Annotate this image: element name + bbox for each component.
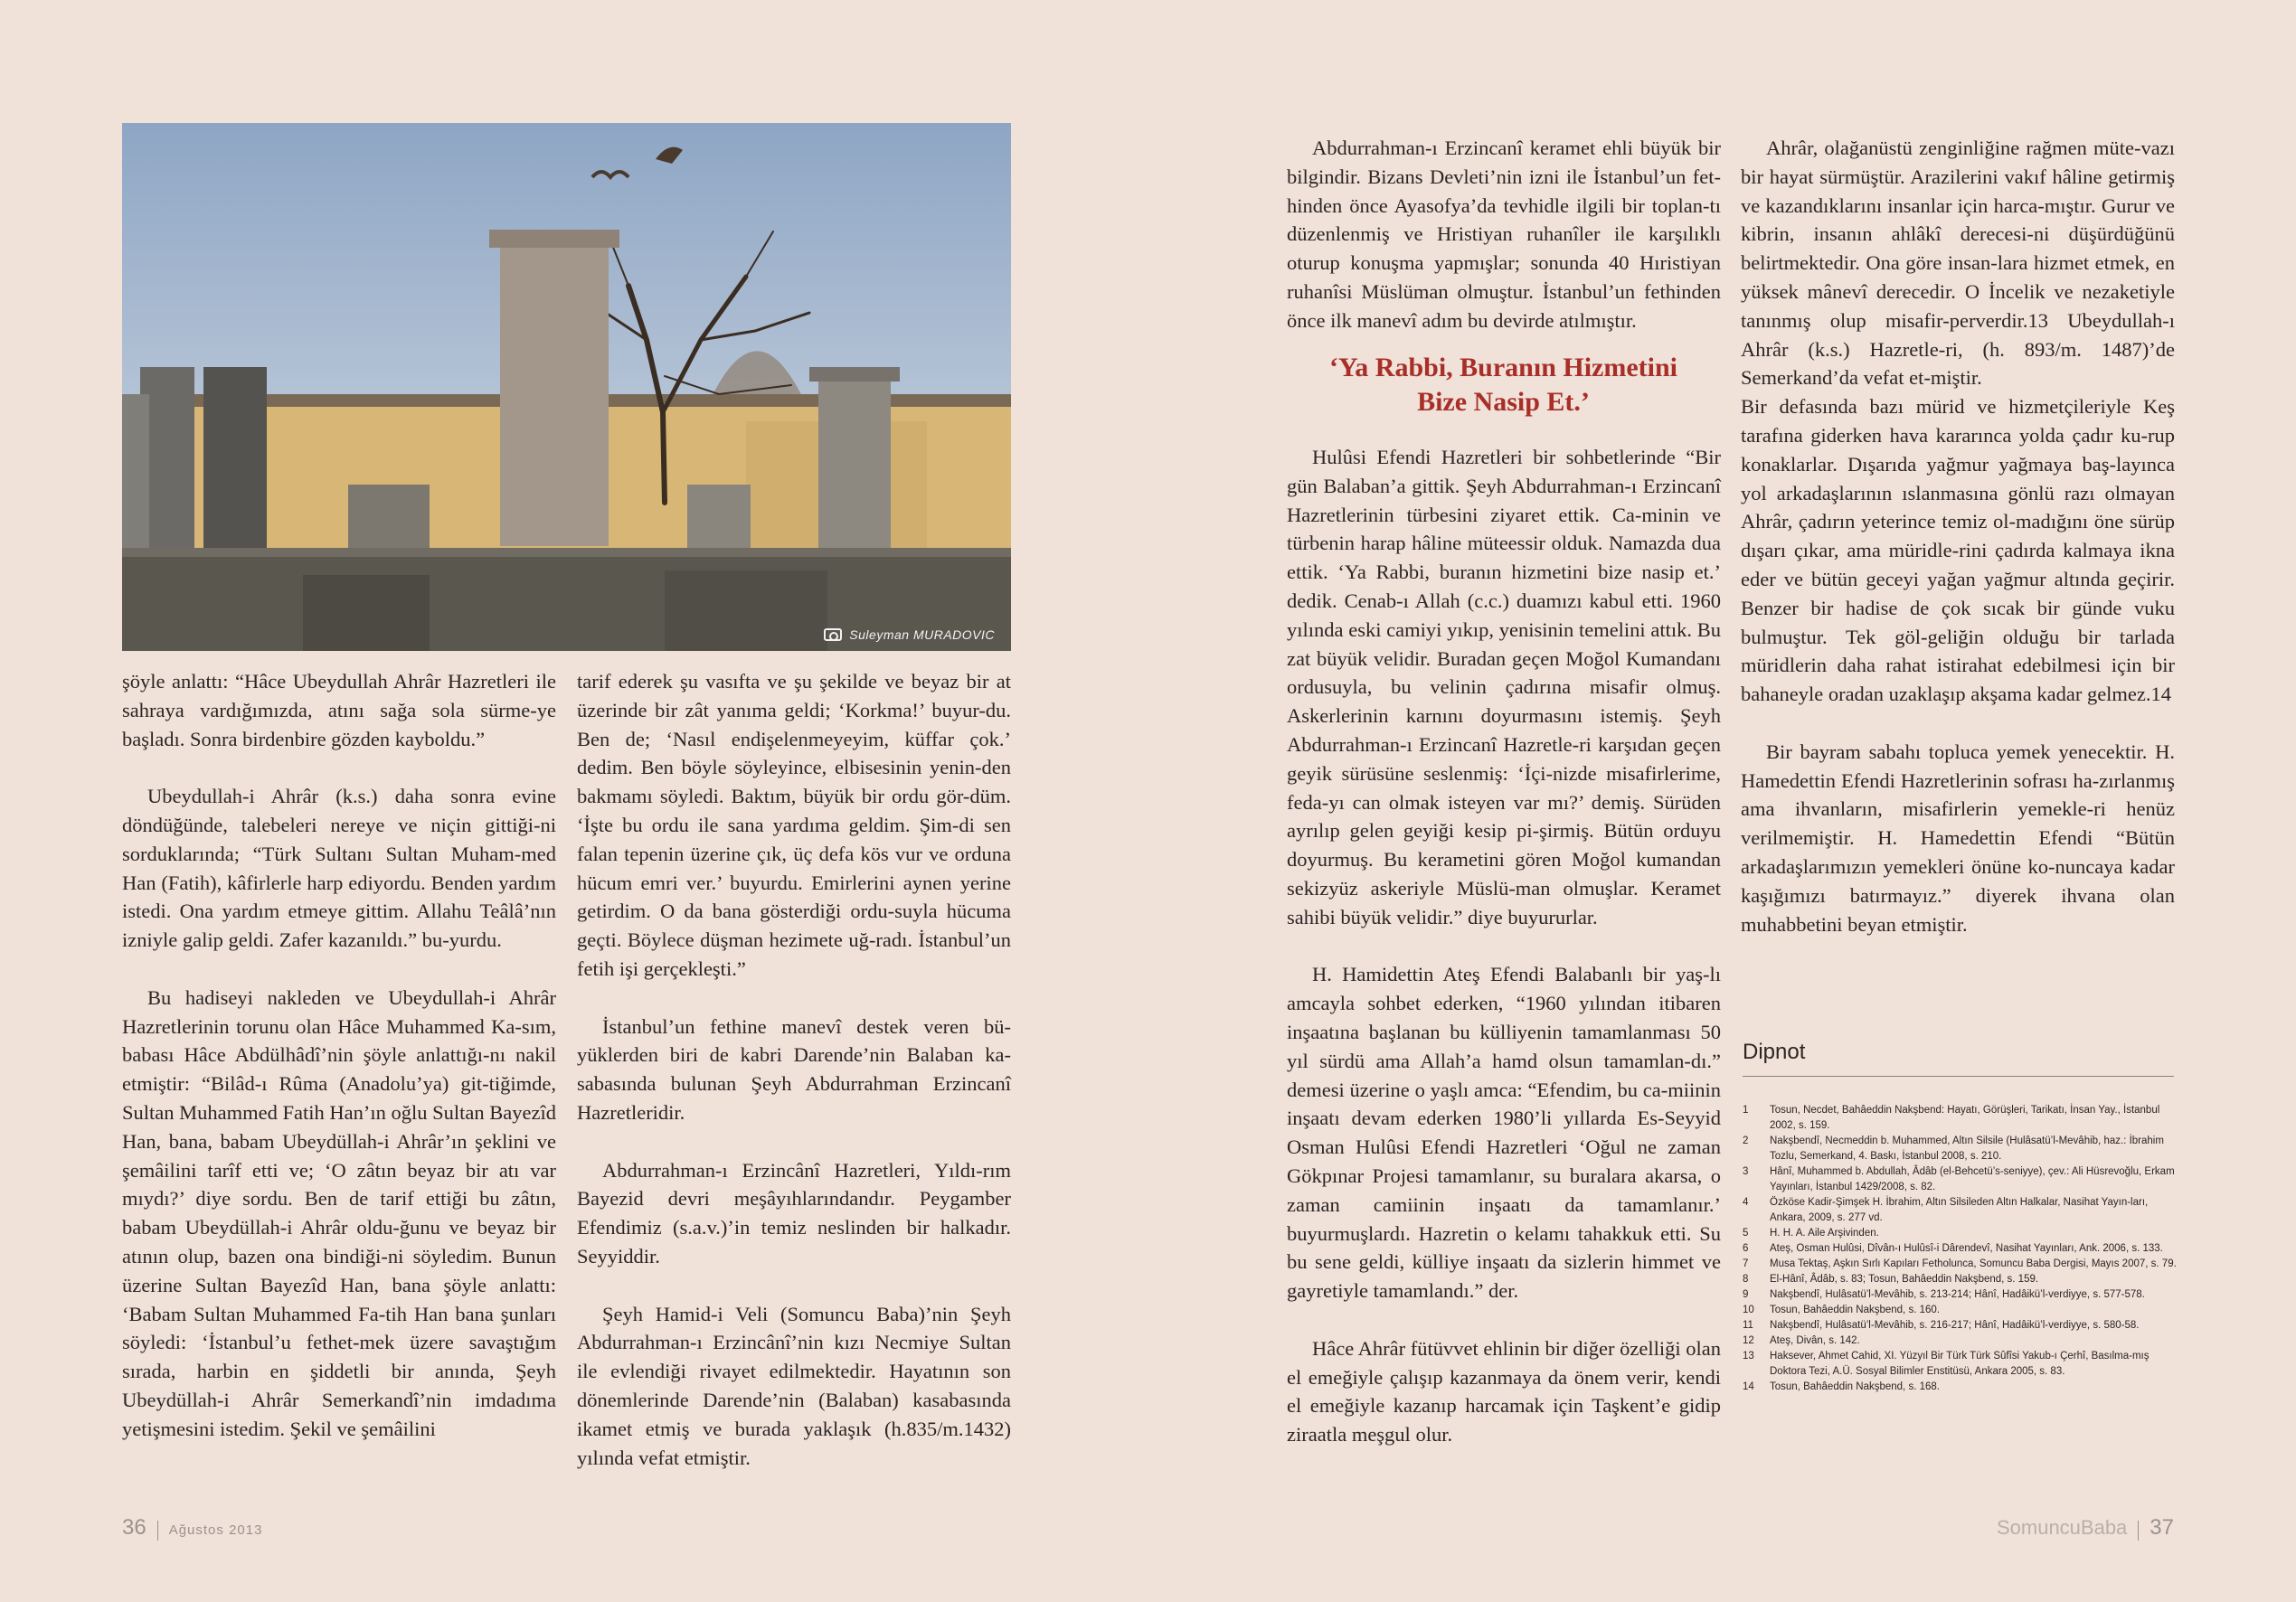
footnotes-title: Dipnot [1743, 1040, 1806, 1064]
footnotes-divider [1743, 1076, 2174, 1077]
paragraph: Abdurrahman-ı Erzincânî Hazretleri, Yıldı-rım Bayezid devri meşâyıhlarındandır. Peygamber Efendimiz (s.a.v.)’in temiz neslinden bir halkadır. Seyyiddir. [577, 1158, 1011, 1267]
paragraph: İstanbul’un fethine manevî destek veren bü-yüklerden biri de kabri Darende’nin Balaban ka-sabasında bulunan Şeyh Abdurrahman Erzincanî Hazretleridir. [577, 1014, 1011, 1124]
paragraph: Şeyh Hamid-i Veli (Somuncu Baba)’nin Şeyh Abdurrahman-ı Erzincânî’nin kızı Necmiye Sultan ile evlendiği rivayet edilmektedir. Hayatının son dönemlerinde Darende’nin (Balaban) kasabasında ikamet etmiş ve burada yaklaşık (h.835/m.1432) yılında vefat etmiştir. [577, 1302, 1011, 1469]
paragraph: şöyle anlattı: “Hâce Ubeydullah Ahrâr Hazretleri ile sahraya vardığımızda, atını sağa sola sürme-ye başladı. Sonra birdenbire gözden kayboldu.” [122, 670, 556, 750]
footer-divider [2138, 1521, 2139, 1541]
footnotes-list [1743, 1103, 2177, 1395]
footnote: 3 Hânî, Muhammed b. Abdullah, Âdâb (el-Behcetü’s-seniyye), çev.: Ali Hüsrevoğlu, Erkam Yayınları, İstanbul 1429/2008, s. 82. [1743, 1166, 2175, 1192]
cemetery-photo [122, 123, 1011, 651]
right-footer [1997, 1515, 2174, 1541]
footnote: 1 Tosun, Necdet, Bahâeddin Nakşbend: Hayatı, Görüşleri, Tarikatı, İnsan Yay., İstanbul 2002, s. 159. [1743, 1105, 2160, 1131]
paragraph: tarif ederek şu vasıfta ve şu şekilde ve beyaz bir at üzerinde bir zât yanıma geldi; ‘Korkma!’ buyur-du. Ben de; ‘Nasıl endişelenmeyeyim, küffar çok.’ dedim. Ben böyle söyleyince, elbisesinin yenin-den bakmamı söyledi. Baktım, büyük bir ordu gör-düm. ‘İşte bu ordu ile sana yardıma geldim. Şim-di sen falan tepenin üzerine çık, üç defa kös vur ve orduna hücum emri ver.’ buyurdu. Emirlerini aynen yerine getirdim. O da bana gösterdiği ordu-suyla hücuma geçti. Böylece düşman hezimete uğ-radı. İstanbul’un fetih işi gerçekleşti.” [577, 670, 1011, 980]
left-footer [122, 1515, 262, 1541]
footnote: 7 Musa Tektaş, Aşkın Sırlı Kapıları Fetholunca, Somuncu Baba Dergisi, Mayıs 2007, s. 79. [1743, 1258, 2177, 1269]
paragraph: H. Hamidettin Ateş Efendi Balabanlı bir yaş-lı amcayla sohbet ederken, “1960 yılından itibaren inşaatına başlanan bu külliyenin tamamlanması 50 yıl sürdü ama Allah’a hamd olsun tamamlan-dı.” demesi üzerine o yaşlı amca: “Efendim, bu ca-miinin inşaatı devam ederken 1980’li yıllarda Es-Seyyid Osman Hulûsi Efendi Hazretleri ‘Oğul ne zaman Gökpınar Projesi tamamlanır, su buralara akarsa, o zaman camiinin inşaatı da tamamlanır.’ buyurmuşlardı. Hazretin o kelamı tahakkuk etti. Su bu sene geldi, külliye inşaatı da sizlerin himmet ve gayretiyle tamamlandı.” der. [1287, 963, 1721, 1303]
footnote: 4 Özköse Kadir-Şimşek H. İbrahim, Altın Silsileden Altın Halkalar, Nasihat Yayın-ları, Ankara, 2009, s. 277 vd. [1743, 1197, 2149, 1223]
heading-line-2: Bize Nasip Et.’ [1417, 387, 1590, 417]
paragraph: Abdurrahman-ı Erzincanî keramet ehli büyük bir bilgindir. Bizans Devleti’nin izni ile İstanbul’un fet-hinden önce Ayasofya’da tevhidle ilgili bir toplan-tı düzenlenmiş ve Hristiyan ruhanîler ile karşılıklı oturup konuşma yapmışlar; sonunda 40 Hıristiyan ruhanîsi Müslüman olmuştur. İstanbul’un fethinden önce ilk manevî adım bu devirde atılmıştır. [1287, 137, 1721, 332]
right-page-column-2 [1741, 134, 2175, 938]
footnote: 5 H. H. A. Aile Arşivinden. [1743, 1228, 1879, 1239]
footnote: 12 Ateş, Divân, s. 142. [1743, 1335, 1860, 1346]
footnote: 2 Nakşbendî, Necmeddin b. Muhammed, Altın Silsile (Hulâsatü’l-Mevâhib, haz.: İbrahim Tozlu, Semerkand, 4. Baskı, İstanbul 2008, s. 210. [1743, 1136, 2164, 1162]
left-page-column-2 [577, 667, 1011, 1472]
footnote: 9 Nakşbendî, Hulâsatü’l-Mevâhib, s. 213-214; Hânî, Hadâikü’l-verdiyye, s. 577-578. [1743, 1289, 2145, 1300]
footnote: 6 Ateş, Osman Hulûsi, Dîvân-ı Hulûsî-i Dârendevî, Nasihat Yayınları, Ank. 2006, s. 133. [1743, 1243, 2163, 1254]
paragraph: Bir bayram sabahı topluca yemek yenecektir. H. Hamedettin Efendi Hazretlerinin sofrası ha-zırlanmış ama ihvanların, misafirlerin yemekle-ri henüz verilmemiştir. H. Hamedettin Efendi “Bütün arkadaşlarımızın yemekleri önüne ko-nuncaya kadar kaşığımızı batırmayız.” diyerek ihvana olan muhabbetini beyan etmiştir. [1741, 740, 2175, 936]
right-page-column-1-top [1287, 134, 1721, 335]
right-page-column-1-bottom [1287, 443, 1721, 1449]
paragraph: Bir defasında bazı mürid ve hizmetçileriyle Keş tarafına giderken hava kararınca yolda çadır ku-rup konaklarlar. Dışarıda yağmur yağmaya baş-layınca yol arkadaşlarının ıslanmasına gönlü razı olmayan Ahrâr, çadırın yeterince temiz ol-madığını öne sürüp dışarı çıkar, ama müridle-rini çadırda kalmaya ikna eder ve bütün geceyi yağan yağmur altında geçirir. Benzer bir hadise de çok sıcak bir günde vuku bulmuştur. Tek göl-geliğin olduğu bir tarlada müridlerin daha rahat istirahat edebilmesi için bir bahaneyle oradan uzaklaşıp akşama kadar gelmez.14 [1741, 395, 2175, 706]
page-number-right: 37 [2150, 1515, 2174, 1540]
paragraph: Ahrâr, olağanüstü zenginliğine rağmen müte-vazı bir hayat sürmüştür. Arazilerini vakıf hâline getirmiş ve kazandıklarını insanlar için harca-mıştır. Gurur ve kibrin, insanın ahlâkî derecesi-ni düşürdüğünü belirtmektedir. Ona göre insan-lara hizmet etmek, en yüksek mânevî derecedir. O İncelik ve nezaketiyle tanınmış olup misafir-perverdir.13 Ubeydullah-ı Ahrâr (k.s.) Hazretle-ri, (h. 893/m. 1487)’de Semerkand’da vefat et-miştir. [1741, 137, 2175, 390]
camera-icon [824, 628, 842, 641]
magazine-brand: SomuncuBaba [1996, 1516, 2128, 1539]
heading-line-1: ‘Ya Rabbi, Buranın Hizmetini [1328, 353, 1678, 382]
section-heading [1284, 351, 1723, 419]
paragraph: Hulûsi Efendi Hazretleri bir sohbetlerinde “Bir gün Balaban’a gittik. Şeyh Abdurrahman-ı Erzincanî Hazretlerinin türbesini ziyaret ettik. Ca-minin ve türbenin harap hâline müteessir olduk. Namazda dua ettik. ‘Ya Rabbi, buranın hizmetini bize nasip et.’ dedik. Cenab-ı Allah (c.c.) duamızı kabul etti. 1960 yılında eski camiyi yıkıp, yenisinin temelini attık. Bu zat büyük velidir. Buradan geçen Moğol Kumandanı ordusuyla, bu velinin çadırına misafir olmuş. Askerlerinin karnını doyurmasını istemiş. Şeyh Abdurrahman-ı Erzincanî Hazretle-ri karşıdan geçen geyik sürüsüne seslenmiş: ‘İçi-nizde misafirlerime, feda-yı can olmak isteyen var mı?’ demiş. Sürüden ayrılıp gelen geyiği kesip pi-şirmiş. Bütün orduyu doyurmuş. Bu kerametini gören Moğol kumandan sekizyüz askeriyle Müslü-man olmuşlar. Keramet sahibi büyük velidir.” diye buyururlar. [1287, 446, 1721, 928]
footnote: 14 Tosun, Bahâeddin Nakşbend, s. 168. [1743, 1381, 1940, 1392]
footnote: 11 Nakşbendî, Hulâsatü’l-Mevâhib, s. 216-217; Hânî, Hadâikü’l-verdiyye, s. 580-58. [1743, 1320, 2140, 1331]
footer-divider [157, 1521, 158, 1541]
footnote: 13 Haksever, Ahmet Cahid, XI. Yüzyıl Bir Türk Türk Sûfîsi Yakub-ı Çerhî, Basılma-mış Doktora Tezi, A.Ü. Sosyal Bilimler Enstitüsü, Ankara 2005, s. 83. [1743, 1351, 2150, 1377]
paragraph: Ubeydullah-i Ahrâr (k.s.) daha sonra evine döndüğünde, talebeleri nereye ve niçin gittiği-ni sorduklarında; “Türk Sultanı Sultan Muham-med Han (Fatih), kâfirlerle harp ediyordu. Benden yardım istedi. Ona yardım etmeye gittim. Allahu Teâlâ’nın izniyle galip geldi. Zafer kazanıldı.” bu-yurdu. [122, 785, 556, 952]
photo-credit-text: Suleyman MURADOVIC [849, 627, 995, 642]
footnote: 8 El-Hânî, Âdâb, s. 83; Tosun, Bahâeddin Nakşbend, s. 159. [1743, 1274, 2039, 1285]
paragraph: Hâce Ahrâr fütüvvet ehlinin bir diğer özelliği olan el emeğiyle çalışıp kazanmaya da önem verir, kendi el emeğiyle kazanıp harcamak için Taşkent’e gidip ziraatla meşgul olur. [1287, 1336, 1721, 1447]
page-number-left: 36 [122, 1515, 146, 1540]
footnote: 10 Tosun, Bahâeddin Nakşbend, s. 160. [1743, 1305, 1940, 1315]
issue-date: Ağustos 2013 [168, 1522, 263, 1538]
paragraph: Bu hadiseyi nakleden ve Ubeydullah-i Ahrâr Hazretlerinin torunu olan Hâce Muhammed Ka-sım, babası Hâce Abdülhâdî’nin şöyle anlattığı-nı nakil etmiştir: “Bilâd-ı Rûma (Anadolu’ya) git-tiğimde, Sultan Muhammed Fatih Han’ın oğlu Sultan Bayezîd Han, bana, babam Ubeydüllah-i Ahrâr’ın şeklini ve şemâilini tarîf etti ve; ‘O zâtın beyaz bir atı var mıydı?’ diye sordu. Ben de tarif ettiği bu zâtın, babam Ubeydüllah-i Ahrâr oldu-ğunu ve beyaz bir atının olup, bazen ona bindiği-ni söyledim. Bunun üzerine Sultan Bayezîd Han, bana şöyle anlattı: ‘Babam Sultan Muhammed Fa-tih Han bana şunları söyledi: ‘İstanbul’u fethet-mek üzere savaştığım sırada, harbin en şiddetli bir anında, Şeyh Ubeydüllah-i Ahrâr Semerkandî’nin imdadıma yetişmesini istedim. Şekil ve şemâilini [122, 985, 556, 1440]
photo-credit [824, 627, 995, 642]
left-page-column-1 [122, 667, 556, 1444]
